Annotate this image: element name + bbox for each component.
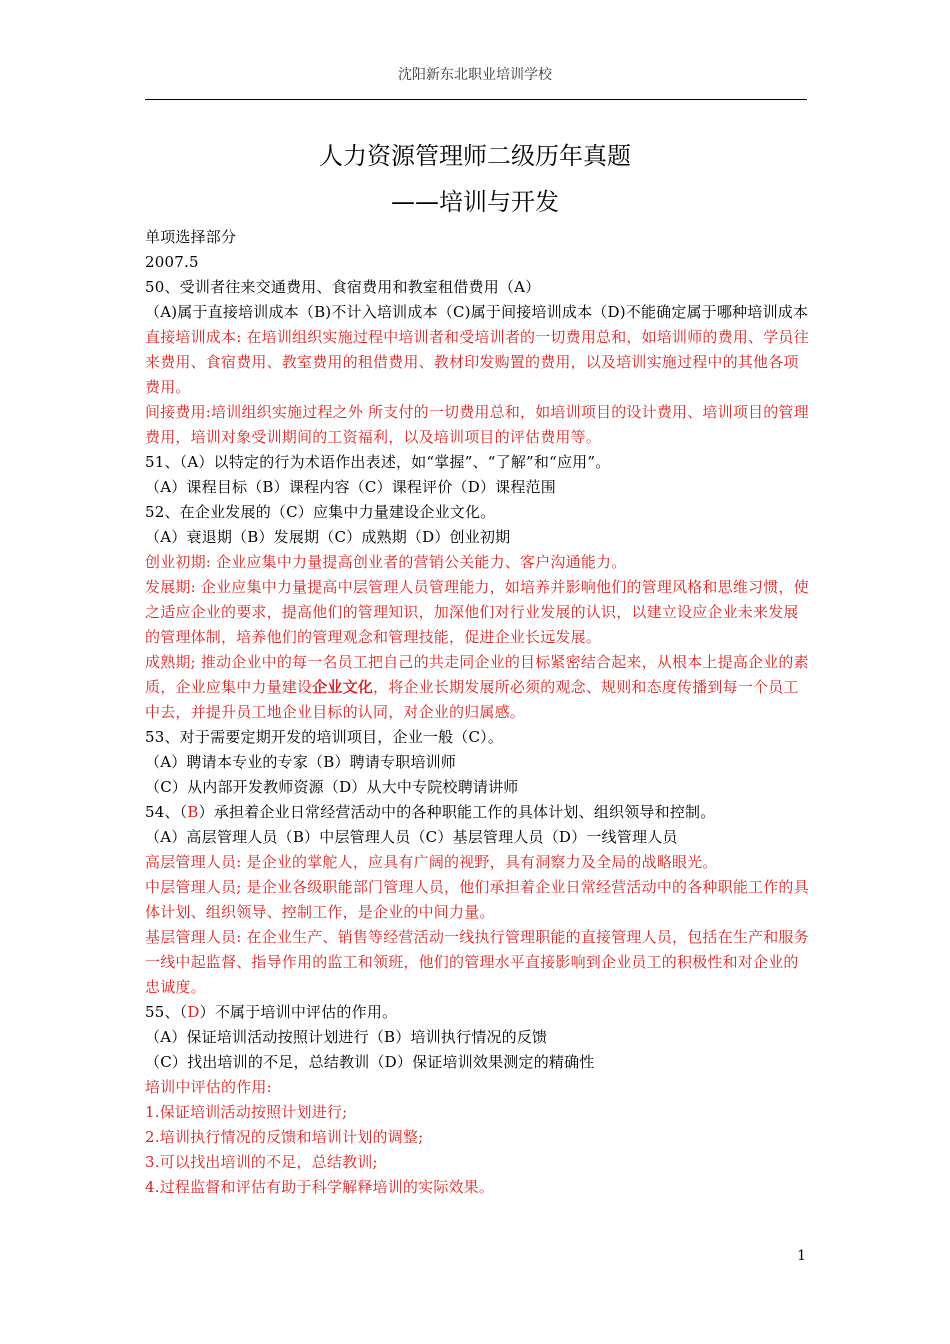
note-mature-before: 成熟期; 推动企业中的每一名员工把自己的共走同企业的目标紧密结合起来，从根本上提高企业的素质，企业应集中力量建设 bbox=[145, 653, 809, 696]
exam-date: 2007.5 bbox=[145, 253, 199, 271]
q55-answer: D bbox=[187, 1003, 200, 1021]
q54-stem-pre: 54、（ bbox=[145, 803, 188, 821]
section-heading: 单项选择部分 bbox=[145, 228, 237, 246]
document-subtitle: ——培训与开发 bbox=[391, 188, 559, 216]
note-mature-after: ，将企业长期发展所必须的观念、规则和态度传播到每一个员工中去，并提升员工地企业目标的认同，对企业的归属感。 bbox=[145, 678, 799, 721]
question-53-options-line2: （C）从内部开发教师资源（D）从大中专院校聘请讲师 bbox=[145, 778, 519, 796]
question-55-note-title: 培训中评估的作用: bbox=[145, 1078, 272, 1096]
question-51-options: （A）课程目标（B）课程内容（C）课程评价（D）课程范围 bbox=[145, 478, 556, 496]
question-51-stem: 51、（A）以特定的行为术语作出表述，如“掌握”、“了解”和“应用”。 bbox=[145, 453, 611, 471]
question-50-stem: 50、受训者往来交通费用、食宿费用和教室租借费用（A） bbox=[145, 278, 541, 296]
question-52-note-growth: 发展期: 企业应集中力量提高中层管理人员管理能力，如培养并影响他们的管理风格和思维习惯，使之适应企业的要求，提高他们的管理知识，加深他们对行业发展的认识，以建立设应企业未来发展的管理体制，培养他们的管理观念和管理技能，促进企业长远发展。 bbox=[145, 578, 809, 646]
page-number: 1 bbox=[797, 1248, 806, 1264]
question-53-options-line1: （A）聘请本专业的专家（B）聘请专职培训师 bbox=[145, 753, 457, 771]
q54-stem-post: ）承担着企业日常经营活动中的各种职能工作的具体计划、组织领导和控制。 bbox=[198, 803, 716, 821]
question-52-stem: 52、在企业发展的（C）应集中力量建设企业文化。 bbox=[145, 503, 496, 521]
question-54-note-base: 基层管理人员: 在企业生产、销售等经营活动一线执行管理职能的直接管理人员，包括在生产和服务一线中起监督、指导作用的监工和领班，他们的管理水平直接影响到企业员工的积极性和对企业的忠诚度。 bbox=[145, 928, 809, 996]
question-53-stem: 53、对于需要定期开发的培训项目，企业一般（C）。 bbox=[145, 728, 504, 746]
question-52-note-startup: 创业初期: 企业应集中力量提高创业者的营销公关能力、客户沟通能力。 bbox=[145, 553, 627, 571]
question-54-note-senior: 高层管理人员: 是企业的掌舵人，应具有广阔的视野，具有洞察力及全局的战略眼光。 bbox=[145, 853, 718, 871]
note-mature-highlight: 企业文化 bbox=[312, 678, 374, 696]
document-body bbox=[145, 225, 810, 1200]
q54-answer: B bbox=[187, 803, 199, 821]
question-52-note-mature bbox=[145, 650, 810, 725]
question-50-options: （A)属于直接培训成本（B)不计入培训成本（C)属于间接培训成本（D)不能确定属于哪种培训成本 bbox=[145, 303, 809, 321]
question-55-note-item: 2.培训执行情况的反馈和培训计划的调整; bbox=[145, 1128, 424, 1146]
question-54-stem bbox=[145, 800, 810, 825]
question-55-note-item: 1.保证培训活动按照计划进行; bbox=[145, 1103, 348, 1121]
q55-stem-post: ）不属于培训中评估的作用。 bbox=[199, 1003, 398, 1021]
question-55-stem bbox=[145, 1000, 810, 1025]
question-55-options-line1: （A）保证培训活动按照计划进行（B）培训执行情况的反馈 bbox=[145, 1028, 548, 1046]
question-52-options: （A）衰退期（B）发展期（C）成熟期（D）创业初期 bbox=[145, 528, 511, 546]
question-54-note-middle: 中层管理人员; 是企业各级职能部门管理人员，他们承担着企业日常经营活动中的各种职能工作的具体计划、组织领导、控制工作，是企业的中间力量。 bbox=[145, 878, 809, 921]
header-school-name: 沈阳新东北职业培训学校 bbox=[398, 67, 552, 83]
question-55-note-item: 4.过程监督和评估有助于科学解释培训的实际效果。 bbox=[145, 1178, 495, 1196]
question-55-note-item: 3.可以找出培训的不足，总结教训; bbox=[145, 1153, 378, 1171]
header-divider bbox=[145, 99, 807, 100]
question-54-options: （A）高层管理人员（B）中层管理人员（C）基层管理人员（D）一线管理人员 bbox=[145, 828, 678, 846]
question-50-note-indirect-cost: 间接费用:培训组织实施过程之外 所支付的一切费用总和，如培训项目的设计费用、培训项目的管理费用，培训对象受训期间的工资福利，以及培训项目的评估费用等。 bbox=[145, 403, 809, 446]
question-55-options-line2: （C）找出培训的不足，总结教训（D）保证培训效果测定的精确性 bbox=[145, 1053, 595, 1071]
question-50-note-direct-cost: 直接培训成本: 在培训组织实施过程中培训者和受培训者的一切费用总和，如培训师的费用、学员往来费用、食宿费用、教室费用的租借费用、教材印发购置的费用，以及培训实施过程中的其他各项费用。 bbox=[145, 328, 809, 396]
q55-stem-pre: 55、（ bbox=[145, 1003, 188, 1021]
document-title: 人力资源管理师二级历年真题 bbox=[319, 142, 631, 170]
